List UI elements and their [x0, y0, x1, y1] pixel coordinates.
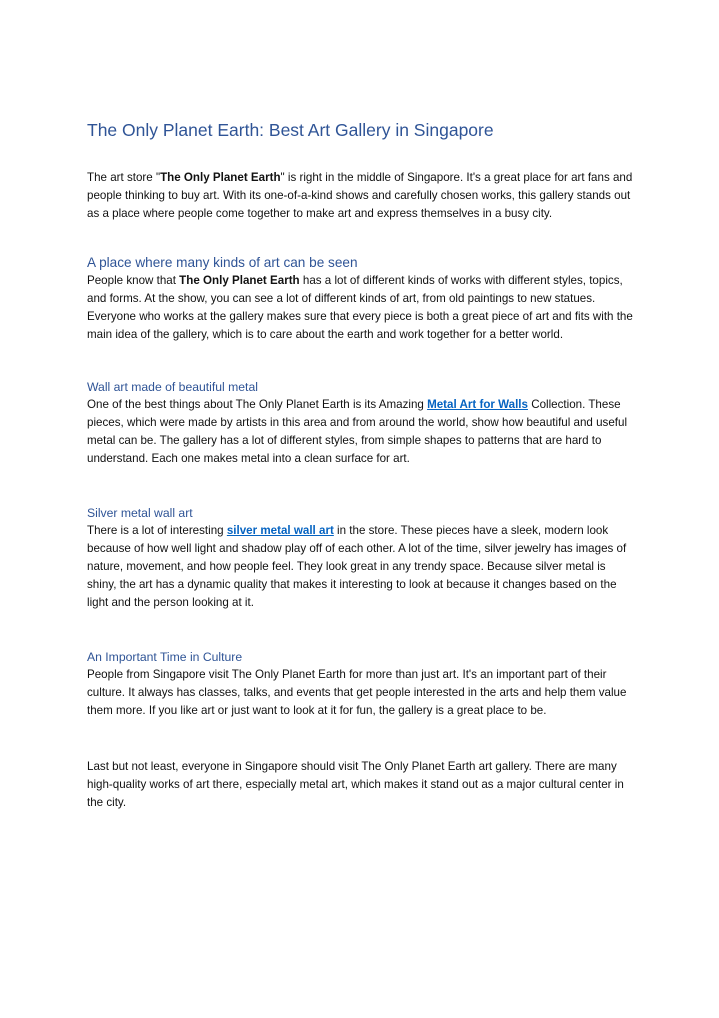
- section-art-kinds-gallery-name: The Only Planet Earth: [179, 274, 300, 287]
- metal-art-for-walls-link[interactable]: Metal Art for Walls: [427, 398, 528, 411]
- section-metal-wall-art-text-end: Collection. These pieces, which were made by artists in this area and from around the world, show how beautiful and useful metal can be. The gallery has a lot of different styles, from simple shapes to patterns that are hard to understand. Each one makes metal into a clean surface for art.: [87, 398, 628, 465]
- section-metal-wall-art: [87, 378, 635, 468]
- section-art-kinds-heading: A place where many kinds of art can be seen: [87, 255, 358, 270]
- section-metal-wall-art-heading: Wall art made of beautiful metal: [87, 380, 258, 394]
- section-art-kinds-text-start: People know that: [87, 274, 180, 287]
- page-title: The Only Planet Earth: Best Art Gallery in Singapore: [87, 120, 494, 140]
- section-silver-art-heading: Silver metal wall art: [87, 506, 193, 520]
- section-art-kinds-text-end: has a lot of different kinds of works with different styles, topics, and forms. At the show, you can see a lot of different kinds of art, from old paintings to new statues. Everyone who works at the gallery makes sure that every piece is both a great piece of art and fits with the main idea of the gallery, which is to care about the earth and work together for a better world.: [87, 274, 633, 341]
- section-silver-art-paragraph: [87, 522, 635, 612]
- section-silver-art-text-start: There is a lot of interesting: [87, 524, 227, 537]
- section-culture-paragraph: People from Singapore visit The Only Planet Earth for more than just art. It's an important part of their culture. It always has classes, talks, and events that get people interested in the arts and help them value them more. If you like art or just want to look at it for fun, the gallery is a great place to be.: [87, 668, 627, 717]
- section-art-kinds-paragraph: [87, 272, 635, 344]
- intro-gallery-name: The Only Planet Earth: [160, 171, 281, 184]
- silver-metal-wall-art-link[interactable]: silver metal wall art: [226, 524, 334, 537]
- document-page: [87, 118, 635, 812]
- intro-text-end: " is right in the middle of Singapore. It's a great place for art fans and people thinking to buy art. With its one-of-a-kind shows and carefully chosen works, this gallery stands out as a place where people come together to make art and express themselves in a busy city.: [87, 171, 633, 220]
- section-metal-wall-art-paragraph: [87, 396, 635, 468]
- section-silver-art-text-end: in the store. These pieces have a sleek, modern look because of how well light and shadow play off of each other. A lot of the time, silver jewelry has images of nature, movement, and how people feel. They look great in any trendy space. Because silver metal is shiny, the art has a dynamic quality that makes it interesting to look at because it changes based on the light and the person looking at it.: [87, 524, 627, 609]
- conclusion-paragraph: Last but not least, everyone in Singapore should visit The Only Planet Earth art gallery. There are many high-quality works of art there, especially metal art, which makes it stand out as a major cultural center in the city.: [87, 760, 624, 809]
- intro-text-start: The art store ": [87, 171, 161, 184]
- section-art-kinds: [87, 254, 635, 344]
- section-metal-wall-art-text-start: One of the best things about The Only Planet Earth is its Amazing: [87, 398, 428, 411]
- section-culture-heading: An Important Time in Culture: [87, 650, 243, 664]
- intro-paragraph: [87, 169, 635, 223]
- section-silver-art: [87, 504, 635, 612]
- section-culture: [87, 648, 635, 720]
